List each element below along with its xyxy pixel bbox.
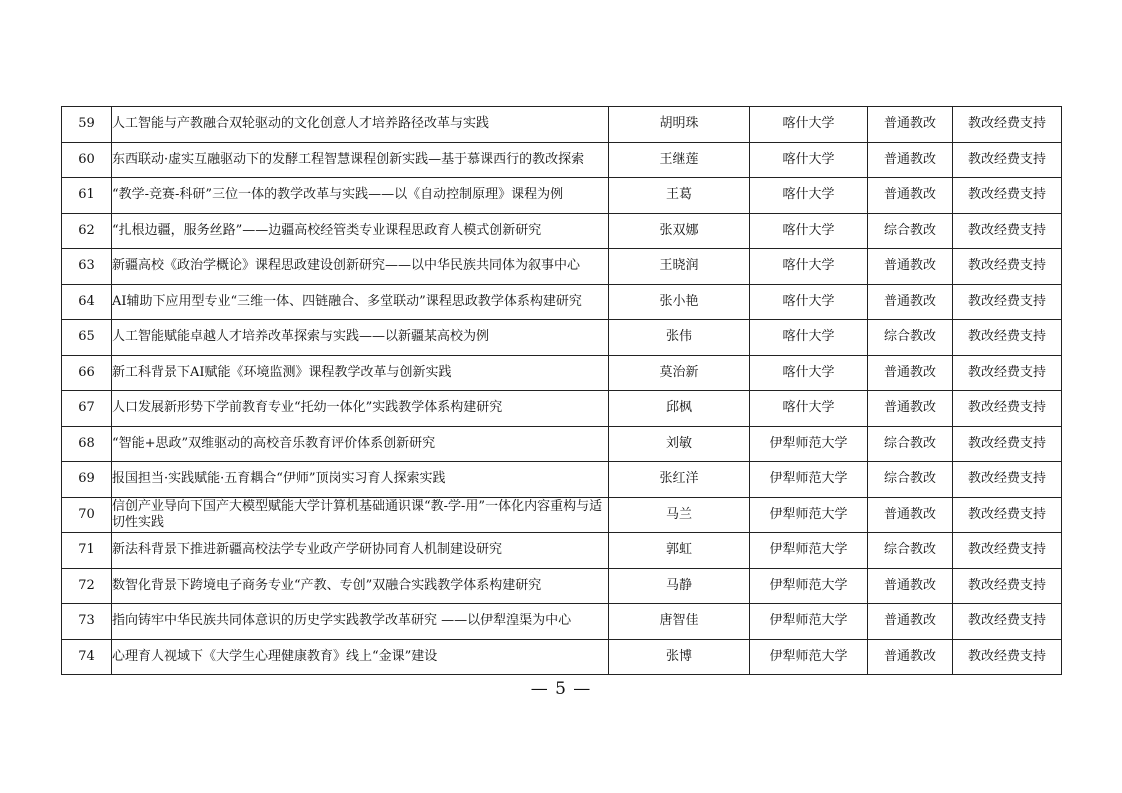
- project-leader: 邱枫: [609, 391, 750, 427]
- table-row: [62, 391, 1062, 427]
- project-type: 普通教改: [868, 497, 953, 533]
- project-leader: 莫治新: [609, 355, 750, 391]
- project-title: 指向铸牢中华民族共同体意识的历史学实践教学改革研究 ——以伊犁湟渠为中心: [112, 604, 609, 640]
- project-type: 普通教改: [868, 391, 953, 427]
- project-title: AI辅助下应用型专业“三维一体、四链融合、多堂联动”课程思政教学体系构建研究: [112, 284, 609, 320]
- project-title: 人工智能赋能卓越人才培养改革探索与实践——以新疆某高校为例: [112, 320, 609, 356]
- row-number: 61: [62, 178, 112, 214]
- table-row: [62, 320, 1062, 356]
- project-leader: 马兰: [609, 497, 750, 533]
- project-leader: 马静: [609, 568, 750, 604]
- project-title: 人工智能与产教融合双轮驱动的文化创意人才培养路径改革与实践: [112, 107, 609, 143]
- table-row: [62, 249, 1062, 285]
- school-name: 伊犁师范大学: [750, 639, 868, 675]
- project-leader: 张红洋: [609, 462, 750, 498]
- table-row: [62, 426, 1062, 462]
- funding-type: 教改经费支持: [953, 320, 1062, 356]
- row-number: 62: [62, 213, 112, 249]
- funding-type: 教改经费支持: [953, 568, 1062, 604]
- table-row: [62, 107, 1062, 143]
- project-type: 综合教改: [868, 320, 953, 356]
- row-number: 68: [62, 426, 112, 462]
- project-type: 综合教改: [868, 426, 953, 462]
- project-leader: 张博: [609, 639, 750, 675]
- school-name: 伊犁师范大学: [750, 533, 868, 569]
- table-row: [62, 497, 1062, 533]
- funding-type: 教改经费支持: [953, 355, 1062, 391]
- table-row: [62, 284, 1062, 320]
- project-leader: 唐智佳: [609, 604, 750, 640]
- project-leader: 王晓润: [609, 249, 750, 285]
- project-type: 普通教改: [868, 178, 953, 214]
- school-name: 喀什大学: [750, 213, 868, 249]
- project-leader: 郭虹: [609, 533, 750, 569]
- project-title: 人口发展新形势下学前教育专业“托幼一体化”实践教学体系构建研究: [112, 391, 609, 427]
- table-row: [62, 533, 1062, 569]
- funding-type: 教改经费支持: [953, 142, 1062, 178]
- table-row: [62, 142, 1062, 178]
- project-leader: 张伟: [609, 320, 750, 356]
- school-name: 喀什大学: [750, 391, 868, 427]
- funding-type: 教改经费支持: [953, 178, 1062, 214]
- project-leader: 张双娜: [609, 213, 750, 249]
- project-type: 普通教改: [868, 639, 953, 675]
- funding-type: 教改经费支持: [953, 533, 1062, 569]
- row-number: 67: [62, 391, 112, 427]
- row-number: 70: [62, 497, 112, 533]
- project-title: 新工科背景下AI赋能《环境监测》课程教学改革与创新实践: [112, 355, 609, 391]
- row-number: 72: [62, 568, 112, 604]
- project-type: 综合教改: [868, 533, 953, 569]
- funding-type: 教改经费支持: [953, 213, 1062, 249]
- project-leader: 胡明珠: [609, 107, 750, 143]
- project-title: 东西联动·虚实互融驱动下的发酵工程智慧课程创新实践—基于慕课西行的教改探索: [112, 142, 609, 178]
- project-type: 普通教改: [868, 355, 953, 391]
- row-number: 65: [62, 320, 112, 356]
- row-number: 59: [62, 107, 112, 143]
- project-type: 综合教改: [868, 462, 953, 498]
- project-title: “扎根边疆，服务丝路”——边疆高校经管类专业课程思政育人模式创新研究: [112, 213, 609, 249]
- school-name: 伊犁师范大学: [750, 462, 868, 498]
- project-leader: 张小艳: [609, 284, 750, 320]
- school-name: 伊犁师范大学: [750, 497, 868, 533]
- project-type: 普通教改: [868, 604, 953, 640]
- row-number: 60: [62, 142, 112, 178]
- project-leader: 刘敏: [609, 426, 750, 462]
- school-name: 喀什大学: [750, 284, 868, 320]
- project-title: 新法科背景下推进新疆高校法学专业政产学研协同育人机制建设研究: [112, 533, 609, 569]
- table-row: [62, 639, 1062, 675]
- row-number: 74: [62, 639, 112, 675]
- project-title: 新疆高校《政治学概论》课程思政建设创新研究——以中华民族共同体为叙事中心: [112, 249, 609, 285]
- project-leader: 王继莲: [609, 142, 750, 178]
- school-name: 伊犁师范大学: [750, 568, 868, 604]
- funding-type: 教改经费支持: [953, 604, 1062, 640]
- school-name: 喀什大学: [750, 107, 868, 143]
- funding-type: 教改经费支持: [953, 426, 1062, 462]
- project-type: 普通教改: [868, 249, 953, 285]
- project-type: 普通教改: [868, 107, 953, 143]
- row-number: 73: [62, 604, 112, 640]
- funding-type: 教改经费支持: [953, 462, 1062, 498]
- school-name: 伊犁师范大学: [750, 604, 868, 640]
- project-title: 数智化背景下跨境电子商务专业“产教、专创”双融合实践教学体系构建研究: [112, 568, 609, 604]
- page-number: — 5 —: [530, 679, 592, 699]
- table-row: [62, 604, 1062, 640]
- project-title: 报国担当·实践赋能·五育耦合“伊师”顶岗实习育人探索实践: [112, 462, 609, 498]
- project-type: 综合教改: [868, 213, 953, 249]
- project-type: 普通教改: [868, 284, 953, 320]
- funding-type: 教改经费支持: [953, 391, 1062, 427]
- school-name: 喀什大学: [750, 142, 868, 178]
- project-type: 普通教改: [868, 142, 953, 178]
- project-leader: 王葛: [609, 178, 750, 214]
- school-name: 喀什大学: [750, 320, 868, 356]
- row-number: 69: [62, 462, 112, 498]
- project-title: 信创产业导向下国产大模型赋能大学计算机基础通识课“教-学-用”一体化内容重构与适切性实践: [112, 497, 609, 533]
- funding-type: 教改经费支持: [953, 249, 1062, 285]
- school-name: 喀什大学: [750, 249, 868, 285]
- table-row: [62, 178, 1062, 214]
- table-body: [62, 107, 1062, 675]
- project-list-table: [61, 106, 1062, 675]
- table-row: [62, 462, 1062, 498]
- project-title: “教学-竞赛-科研”三位一体的教学改革与实践——以《自动控制原理》课程为例: [112, 178, 609, 214]
- school-name: 喀什大学: [750, 355, 868, 391]
- funding-type: 教改经费支持: [953, 284, 1062, 320]
- project-title: “智能+思政”双维驱动的高校音乐教育评价体系创新研究: [112, 426, 609, 462]
- table-row: [62, 355, 1062, 391]
- project-type: 普通教改: [868, 568, 953, 604]
- row-number: 63: [62, 249, 112, 285]
- row-number: 64: [62, 284, 112, 320]
- funding-type: 教改经费支持: [953, 497, 1062, 533]
- table-row: [62, 568, 1062, 604]
- funding-type: 教改经费支持: [953, 639, 1062, 675]
- school-name: 伊犁师范大学: [750, 426, 868, 462]
- school-name: 喀什大学: [750, 178, 868, 214]
- row-number: 71: [62, 533, 112, 569]
- funding-type: 教改经费支持: [953, 107, 1062, 143]
- table-row: [62, 213, 1062, 249]
- row-number: 66: [62, 355, 112, 391]
- project-title: 心理育人视域下《大学生心理健康教育》线上“金课”建设: [112, 639, 609, 675]
